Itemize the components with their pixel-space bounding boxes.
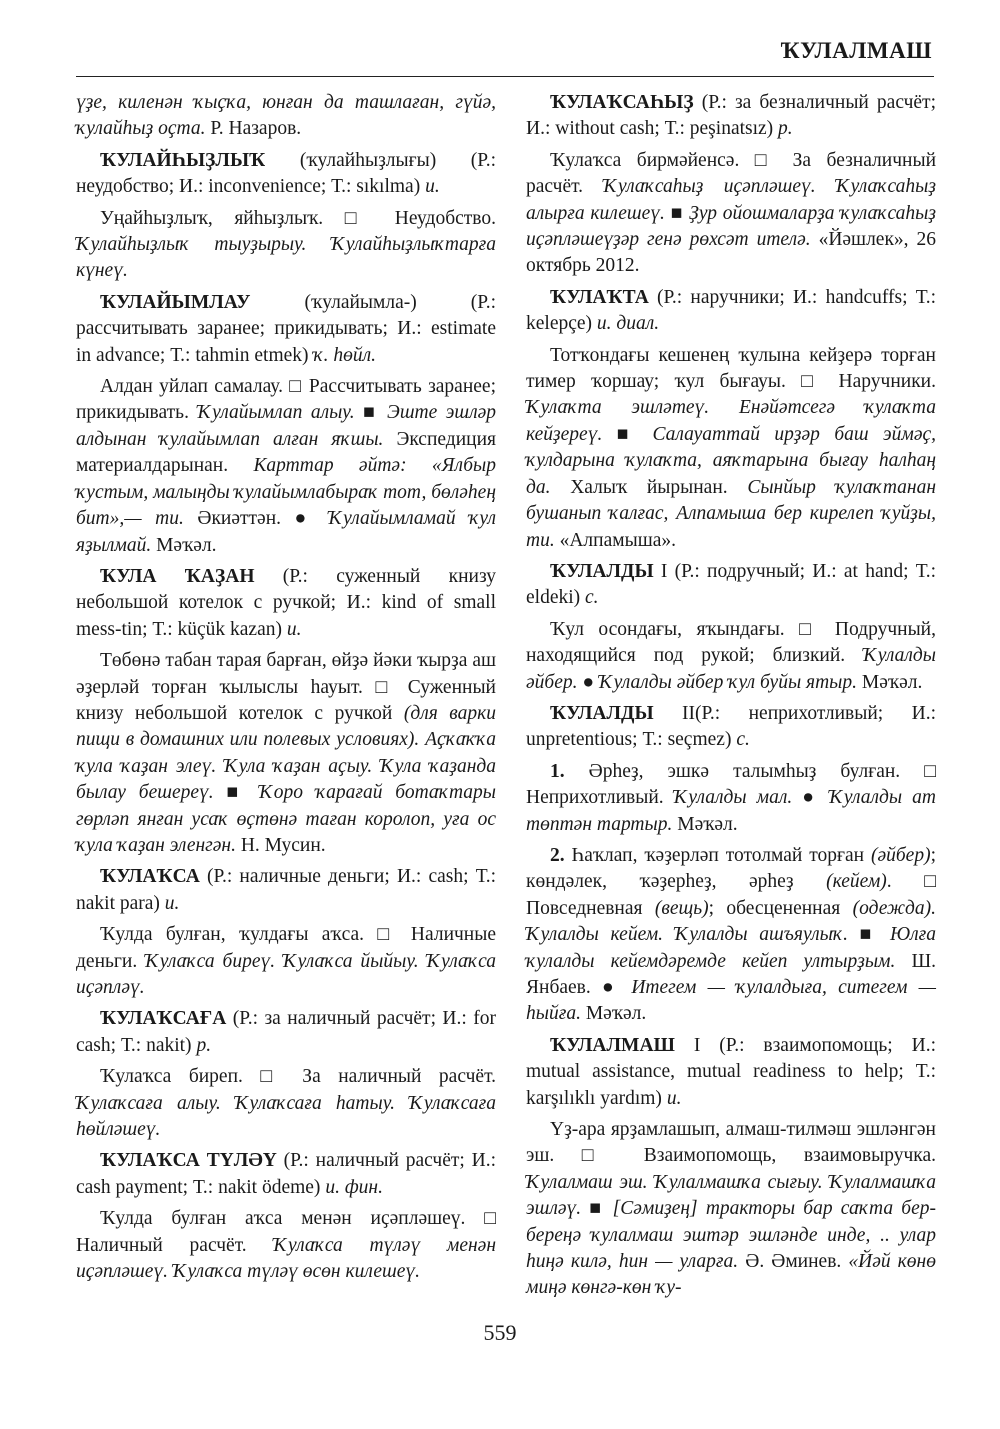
definition: Ҡулаҡса биреп. □ За наличный расчёт. Ҡулаҡсаға алыу. Ҡулаҡсаға һатыу. Ҡулаҡсаға һөйләшеү. — [76, 1066, 496, 1141]
entry-kulaksaga: ҠУЛАҠСАҒА (Р.: за наличный расчёт; И.: for cash; Т.: nakit) р. — [76, 1008, 496, 1056]
entry-kulakta: ҠУЛАҠТА (Р.: наручники; И.: handcuffs; Т.: kelepçe) и. диал. — [526, 286, 936, 335]
definition: Уңайһыҙлыҡ, яйһыҙлыҡ. □ Неудобство. Ҡулайһыҙлыҡ тыуҙырыу. Ҡулайһыҙлыҡтарға күнеү. — [76, 207, 496, 282]
headword: ҠУЛАҠСА ТҮЛӘҮ — [100, 1150, 277, 1172]
headword: ҠУЛАҠСАҺЫҘ — [550, 92, 694, 113]
definition: Ҡул осондағы, яҡындағы. □ Подручный, находящийся под рукой; близкий. Ҡулалды әйбер. ● Ҡулалды әйбер ҡул буйы ятыр. Мәҡәл. — [526, 618, 936, 693]
left-column — [76, 90, 496, 1290]
definition: Төбөнә табан тарая барған, өйҙә йәки ҡырҙа аш әҙерләй торған ҡылыслы һауыт. □ Суженный книзу небольшой котелок с ручкой (для варки пищи в домашних или полевых условиях). Аҫҡаҡҡа ҡула ҡаҙан элеү. Ҡула ҡаҙан аҫыу. Ҡула ҡаҙанда былау бешереү. ■ Ҡоро ҡарағай ботаҡтары гөрләп янған усаҡ өҫтөнә таған королоп, уға ос ҡула ҡаҙан эленгән. Н. Мусин. — [76, 650, 496, 856]
definition: Ҡулда булған аҡса менән иҫәпләшеү. □ Наличный расчёт. Ҡулаҡса түләү менән иҫәпләшеү. Ҡулаҡса түләү өсөн килешеү. — [76, 1208, 496, 1283]
entry-kulaldy-2: ҠУЛАЛДЫ II(Р.: неприхотливый; И.: unpretentious; Т.: seçmez) с. — [526, 702, 936, 751]
entry-kulaldy-1: ҠУЛАЛДЫ I (Р.: подручный; И.: at hand; Т.: eldeki) с. — [526, 560, 937, 609]
entry-kula-kazan: ҠУЛА ҠАҘАН (Р.: суженный книзу небольшой котелок с ручкой; И.: kind of small mess-tin; Т.: küçük kazan) и. — [76, 565, 496, 640]
headword: ҠУЛАҠСАҒА — [100, 1008, 227, 1030]
entry-kulayymlau: ҠУЛАЙЫМЛАУ (ҡулайымла-) (Р.: рассчитывать заранее; прикидывать; И.: estimate in advance; Т.: tahmin etmek) ҡ. һөйл. — [76, 291, 496, 366]
headword: ҠУЛАЙҺЫҘЛЫҠ — [100, 149, 266, 171]
headword: ҠУЛАҠСА — [100, 866, 200, 888]
entry-kulaksa-tulau: ҠУЛАҠСА ТҮЛӘҮ (Р.: наличный расчёт; И.: cash payment; Т.: nakit ödeme) и. фин. — [76, 1150, 496, 1198]
entry-kulalmash-1: ҠУЛАЛМАШ I (Р.: взаимопомощь; И.: mutual assistance, mutual readiness to help; Т.: karşılıklı yardım) и. — [526, 1034, 937, 1109]
definition: Ҡулда булған, ҡулдағы аҡса. □ Наличные деньги. Ҡулаҡса биреү. Ҡулаҡса йыйыу. Ҡулаҡса иҫәпләү. — [76, 924, 496, 998]
definition: Алдан уйлап самалау. □ Рассчитывать заранее; прикидывать. Ҡулайымлап алыу. ■ Эште эшләр алдынан ҡулайымлап алған яҡшы. Экспедиция материалдарынан. Карттар әйтә: «Ялбыр ҡустым, малыңды ҡулайымлабыраҡ тот, бөләһең бит»,— ти. Әкиәттән. ● Ҡулайымламай ҡул яҙылмай. Мәҡәл. — [76, 376, 497, 556]
headword: ҠУЛАЛДЫ — [550, 702, 654, 724]
sense-2: 2. Һаҡлап, ҡәҙерләп тотолмай торған (әйбер); көндәлек, ҡәҙерһеҙ, әрһеҙ (кейем). □ Повседневная (вещь); обесцененная (одежда). Ҡулалды кейем. Ҡулалды ашъяулыҡ. ■ Юлға ҡулалды кейемдәремде кейеп ултырҙым. Ш. Янбаев. ● Итегем — ҡулалдыға, ситегем — һыйға. Мәҡәл. — [526, 844, 937, 1025]
headword: ҠУЛА ҠАҘАН — [100, 565, 255, 587]
header-rule — [76, 76, 934, 77]
definition: Ҡулаҡса бирмәйенсә. □ За безналичный расчёт. Ҡулаҡсаһыҙ иҫәпләшеү. Ҡулаҡсаһыҙ алырға килешеү. ■ Ҙур ойошмаларҙа ҡулаҡсаһыҙ иҫәпләшеүҙәр генә рөхсәт ителә. «Йәшлек», 26 октябрь 2012. — [526, 149, 936, 277]
running-head: ҠУЛАЛМАШ — [780, 38, 932, 63]
headword: ҠУЛАЛДЫ — [550, 560, 654, 582]
definition: Үҙ-ара ярҙамлашып, алмаш-тилмәш эшләнгән эш. □ Взаимопомощь, взаимовыручка. Ҡулалмаш эш. Ҡулалмашҡа сығыу. Ҡулалмашҡа эшләү. ■ [Сәмиҙең] тракторы бар саҡта бер-береңә ҡулалмаш эштәр эшләнде инде, .. улар һиңә килә, һин — уларға. Ә. Әминев. «Йәй көнө миңә көнгә-көн ҡу- — [526, 1119, 936, 1299]
right-column — [526, 90, 936, 1307]
definition: Тотҡондағы кешенең ҡулына кейҙерә торған тимер ҡоршау; ҡул бығауы. □ Наручники. Ҡулаҡта эшләтеү. Енәйәтсегә ҡулаҡта кейҙереү. ■ Салауаттай ирҙәр баш эймәҫ, ҡулдарына ҡулаҡта, аяҡтарына бығау һалһаң да. Халыҡ йырынан. Сынйыр ҡулаҡтанан бушанып ҡалғас, Алпамыша бер кирелеп ҡуйҙы, ти. «Алпамыша». — [526, 344, 937, 551]
headword: ҠУЛАҠТА — [550, 286, 649, 308]
entry-kulaksa: ҠУЛАҠСА (Р.: наличные деньги; И.: cash; Т.: nakit para) и. — [76, 866, 496, 914]
page-number: 559 — [483, 1320, 517, 1345]
headword: ҠУЛАЙЫМЛАУ — [100, 291, 251, 313]
headword: ҠУЛАЛМАШ — [550, 1034, 675, 1056]
sense-1: 1. Әрһеҙ, эшкә талымһыҙ булған. □ Неприхотливый. Ҡулалды мал. ● Ҡулалды ат төптән тартыр. Мәҡәл. — [526, 760, 936, 835]
entry-kulaksahyz: ҠУЛАҠСАҺЫҘ (Р.: за безналичный расчёт; И.: without cash; Т.: peşinatsız) р. — [526, 92, 936, 140]
entry-kulayhyzlyk: ҠУЛАЙҺЫҘЛЫҠ (ҡулайһыҙлығы) (Р.: неудобство; И.: inconvenience; Т.: sıkılma) и. — [76, 149, 496, 198]
entry-continuation: үҙе, киленән ҡыҫҡа, юнған да ташлаған, гүйә, ҡулайһыҙ оҫта. Р. Назаров. — [76, 92, 496, 140]
